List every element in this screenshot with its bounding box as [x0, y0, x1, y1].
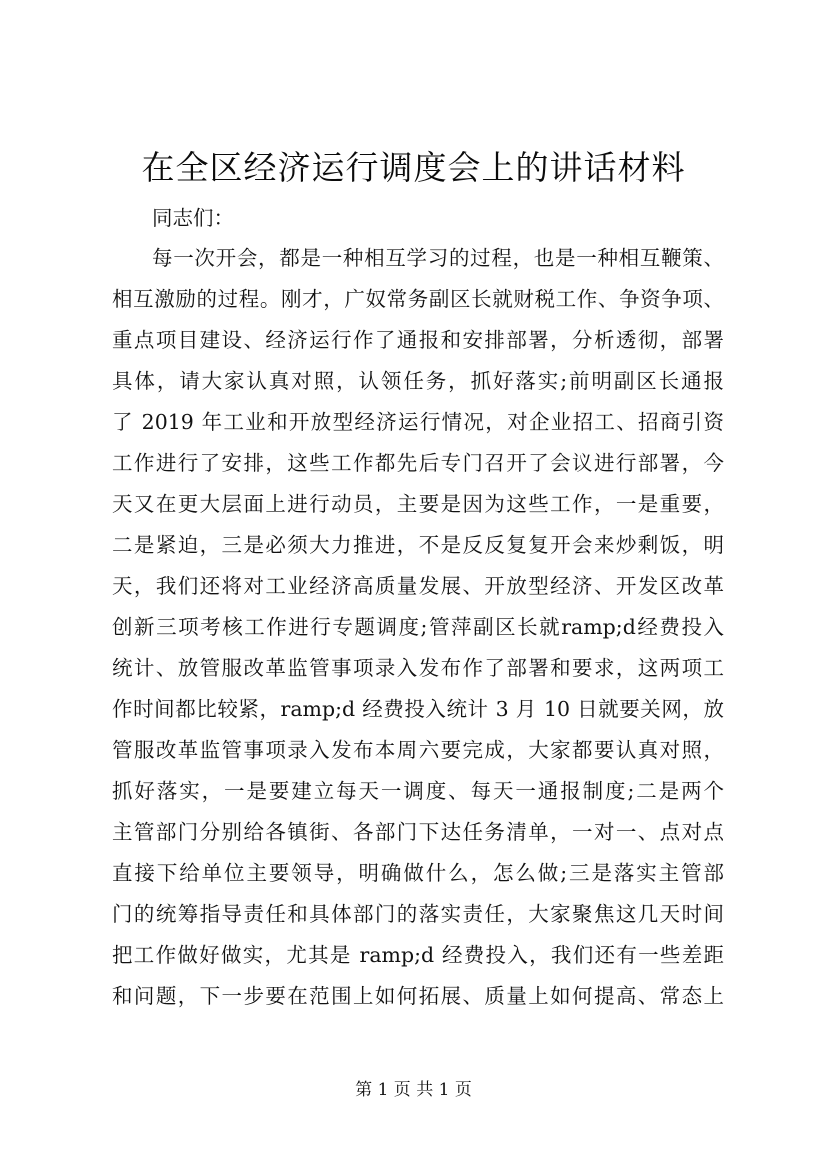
body-line-6: 工作进行了安排，这些工作都先后专门召开了会议进行部署，今 [112, 451, 724, 475]
page-footer: 第 1 页 共 1 页 [355, 1080, 472, 1100]
body-line-5: 了 2019 年工业和开放型经济运行情况，对企业招工、招商引资 [112, 410, 724, 434]
body-line-1: 每一次开会，都是一种相互学习的过程，也是一种相互鞭策、 [152, 246, 724, 270]
greeting-line: 同志们： [152, 206, 234, 230]
body-line-7: 天又在更大层面上进行动员，主要是因为这些工作，一是重要， [112, 492, 724, 516]
body-line-14: 抓好落实，一是要建立每天一调度、每天一通报制度;二是两个 [112, 779, 724, 803]
body-line-3: 重点项目建设、经济运行作了通报和安排部署，分析透彻，部署 [112, 328, 724, 352]
body-line-18: 把工作做好做实，尤其是 ramp;d 经费投入，我们还有一些差距 [112, 943, 724, 967]
body-line-16: 直接下给单位主要领导，明确做什么，怎么做;三是落实主管部 [112, 861, 724, 885]
body-line-8: 二是紧迫，三是必须大力推进，不是反反复复开会来炒剩饭，明 [112, 533, 724, 557]
body-line-10: 创新三项考核工作进行专题调度;管萍副区长就ramp;d经费投入 [112, 615, 724, 639]
document-title: 在全区经济运行调度会上的讲话材料 [141, 148, 686, 187]
body-line-11: 统计、放管服改革监管事项录入发布作了部署和要求，这两项工 [112, 656, 724, 680]
body-line-19: 和问题，下一步要在范围上如何拓展、质量上如何提高、常态上 [112, 984, 724, 1008]
body-line-2: 相互激励的过程。刚才，广奴常务副区长就财税工作、争资争项、 [112, 287, 724, 311]
body-line-13: 管服改革监管事项录入发布本周六要完成，大家都要认真对照， [112, 738, 724, 762]
body-line-9: 天，我们还将对工业经济高质量发展、开放型经济、开发区改革 [112, 574, 724, 598]
body-line-17: 门的统筹指导责任和具体部门的落实责任，大家聚焦这几天时间 [112, 902, 724, 926]
body-line-15: 主管部门分别给各镇街、各部门下达任务清单，一对一、点对点 [112, 820, 724, 844]
body-line-4: 具体，请大家认真对照，认领任务，抓好落实;前明副区长通报 [112, 369, 724, 393]
body-line-12: 作时间都比较紧，ramp;d 经费投入统计 3 月 10 日就要关网，放 [112, 697, 724, 721]
